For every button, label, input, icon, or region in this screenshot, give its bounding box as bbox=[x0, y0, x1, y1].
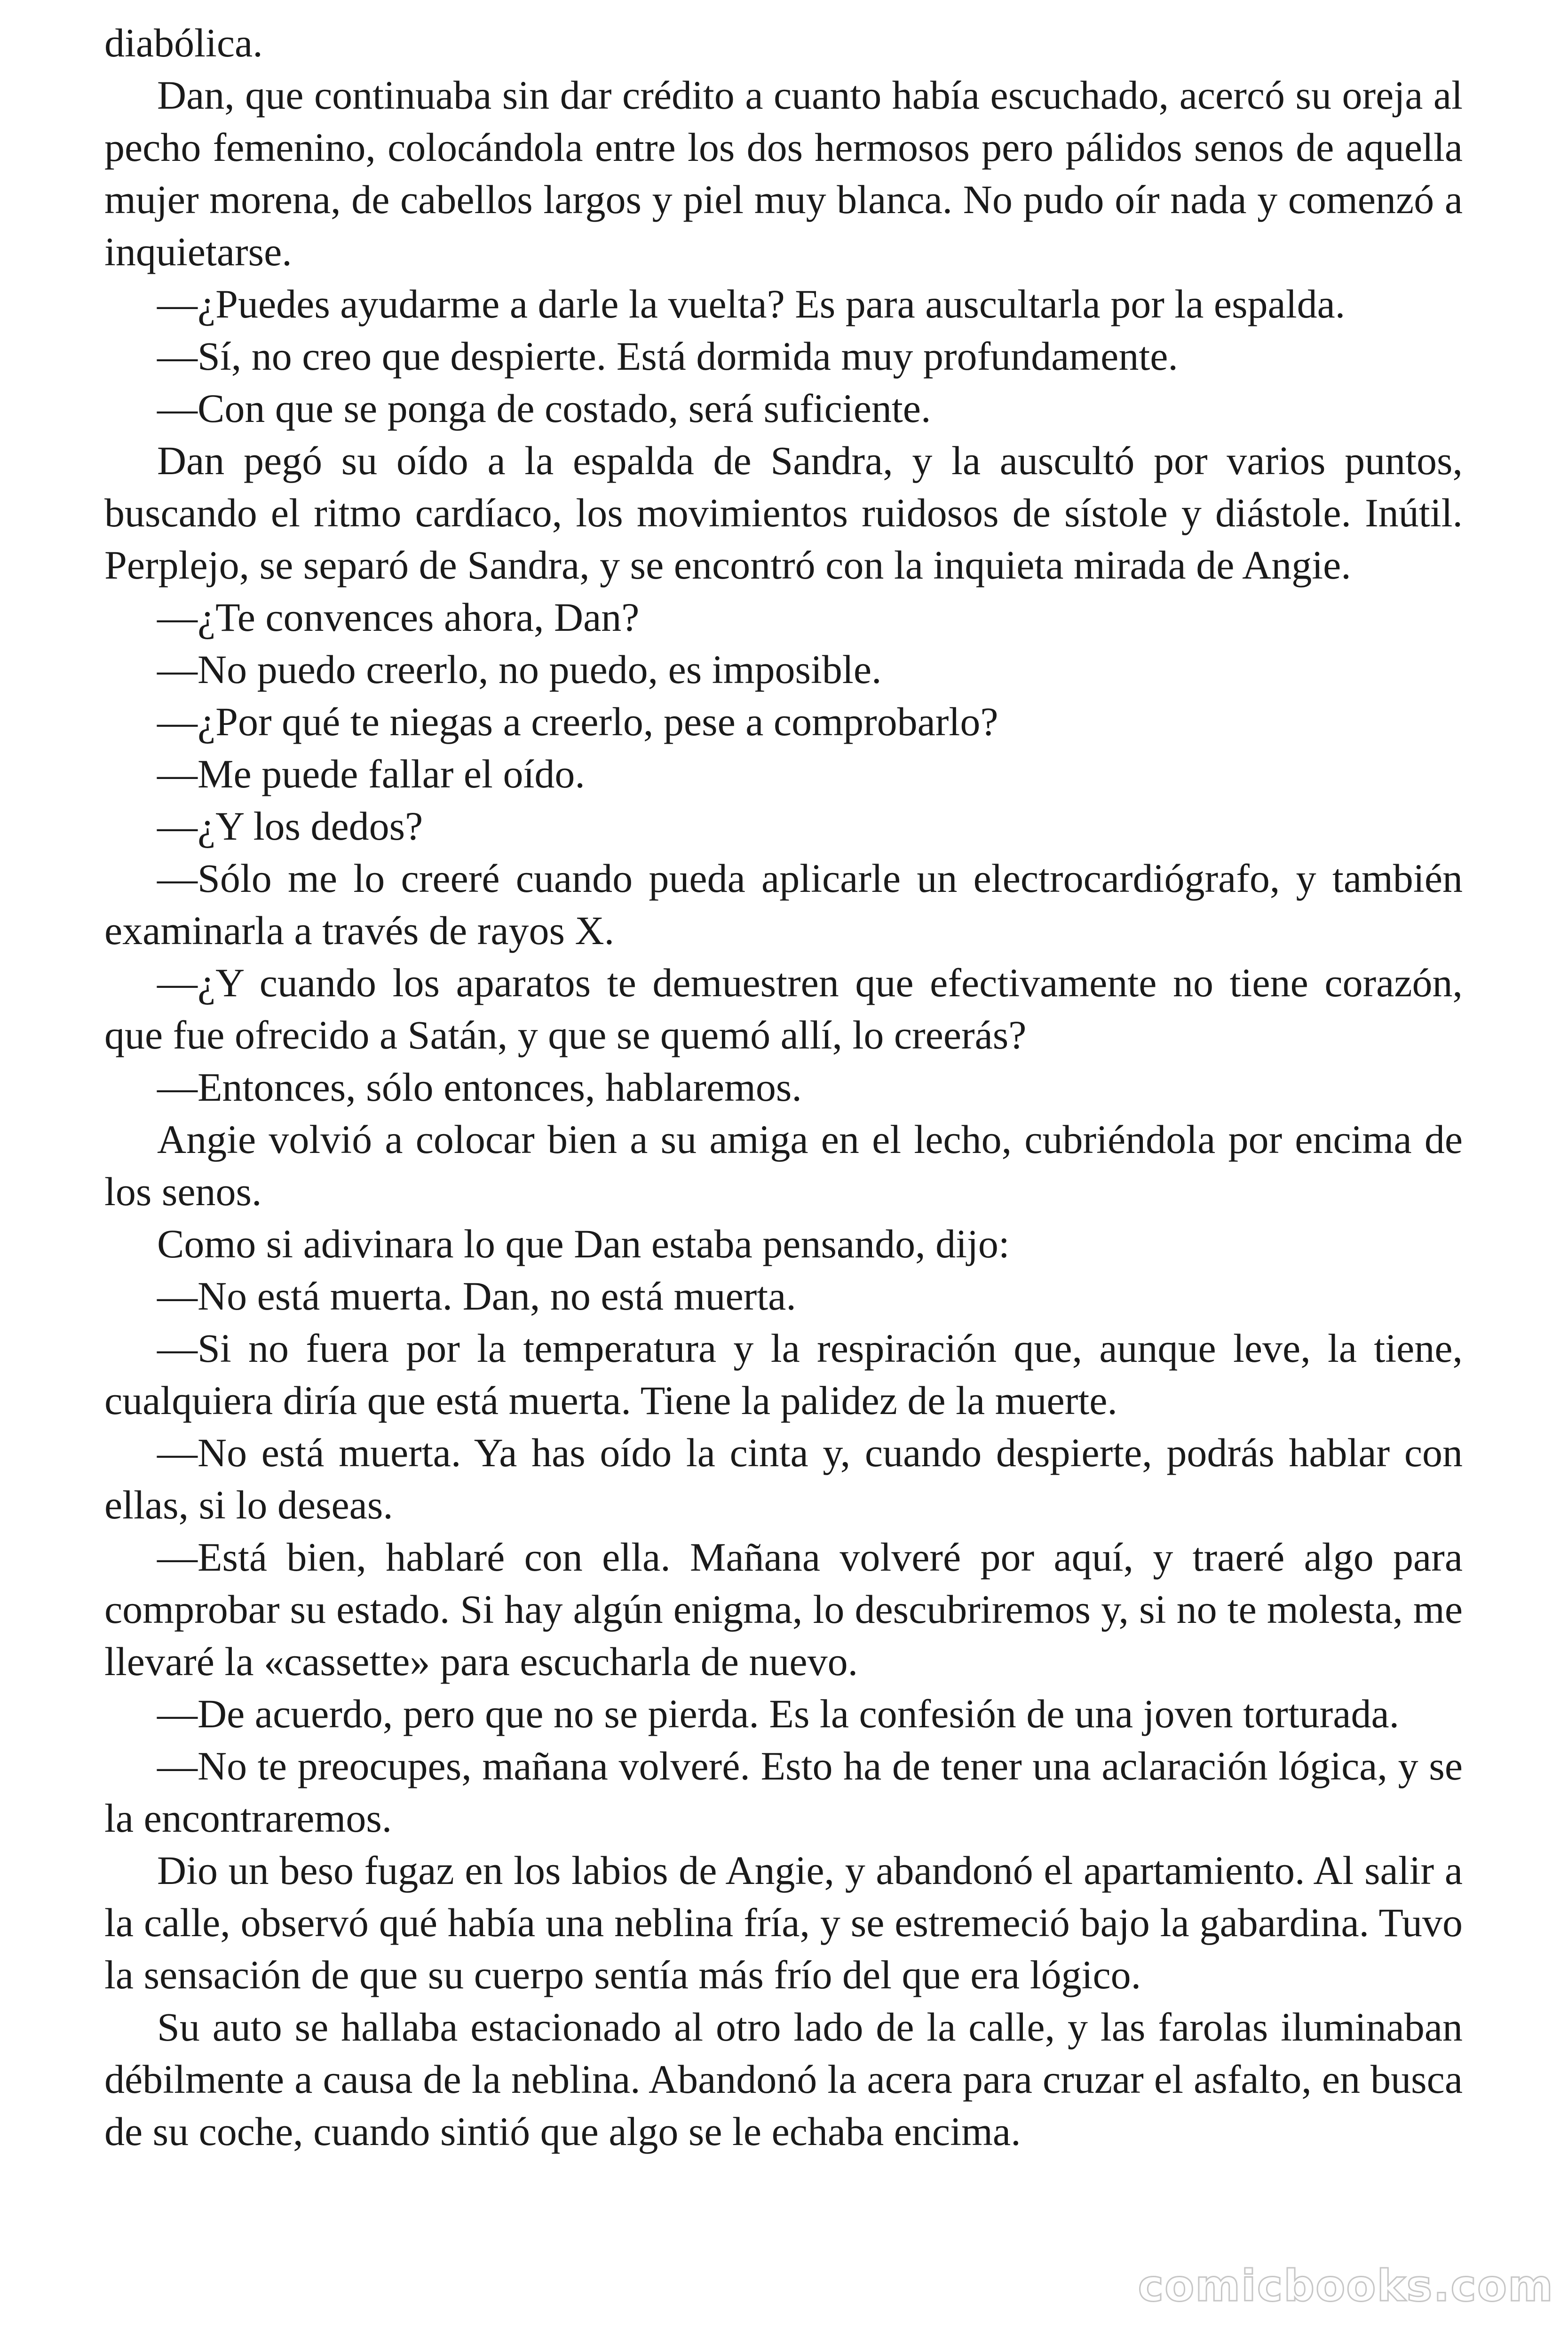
paragraph: —Sí, no creo que despierte. Está dormida muy profundamente. bbox=[157, 334, 1178, 379]
paragraph: —No está muerta. Ya has oído la cinta y, cuando despierte, podrás hablar con ellas, si lo deseas. bbox=[104, 1430, 1463, 1527]
paragraph: Su auto se hallaba estacionado al otro lado de la calle, y las farolas iluminaban débilmente a causa de la neblina. Abandonó la acera para cruzar el asfalto, en busca de su coche, cuando sintió que algo se le echaba encima. bbox=[104, 2004, 1463, 2154]
paragraph: —¿Puedes ayudarme a darle la vuelta? Es para auscultarla por la espalda. bbox=[157, 281, 1346, 326]
paragraph: —No te preocupes, mañana volveré. Esto ha de tener una aclaración lógica, y se la encontraremos. bbox=[104, 1743, 1463, 1841]
paragraph: —¿Y cuando los aparatos te demuestren que efectivamente no tiene corazón, que fue ofrecido a Satán, y que se quemó allí, lo creerás? bbox=[104, 960, 1463, 1057]
paragraph: —No puedo creerlo, no puedo, es imposible. bbox=[157, 647, 882, 692]
paragraph: —No está muerta. Dan, no está muerta. bbox=[157, 1273, 796, 1319]
paragraph: —Entonces, sólo entonces, hablaremos. bbox=[157, 1065, 802, 1110]
paragraph: —¿Te convences ahora, Dan? bbox=[157, 595, 640, 640]
paragraph: Dan, que continuaba sin dar crédito a cuanto había escuchado, acercó su oreja al pecho femenino, colocándola entre los dos hermosos pero pálidos senos de aquella mujer morena, de cabellos largos y piel muy blanca. No pudo oír nada y comenzó a inquietarse. bbox=[104, 72, 1463, 274]
paragraph: —Sólo me lo creeré cuando pueda aplicarle un electrocardiógrafo, y también examinarla a través de rayos X. bbox=[104, 856, 1463, 953]
paragraph: —De acuerdo, pero que no se pierda. Es la confesión de una joven torturada. bbox=[157, 1691, 1400, 1736]
paragraph: —Con que se ponga de costado, será suficiente. bbox=[157, 386, 931, 431]
paragraph: Como si adivinara lo que Dan estaba pensando, dijo: bbox=[157, 1221, 1010, 1266]
paragraph: Dan pegó su oído a la espalda de Sandra, y la auscultó por varios puntos, buscando el ritmo cardíaco, los movimientos ruidosos de sístole y diástole. Inútil. Perplejo, se separó de Sandra, y se encontró con la inquieta mirada de Angie. bbox=[104, 438, 1463, 588]
paragraph: —Me puede fallar el oído. bbox=[157, 751, 585, 796]
paragraph: —¿Por qué te niegas a creerlo, pese a comprobarlo? bbox=[157, 699, 998, 744]
paragraph: —Está bien, hablaré con ella. Mañana volveré por aquí, y traeré algo para comprobar su estado. Si hay algún enigma, lo descubriremos y, si no te molesta, me llevaré la «cassette» para escucharla de nuevo. bbox=[104, 1534, 1463, 1684]
paragraph: Dio un beso fugaz en los labios de Angie, y abandonó el apartamiento. Al salir a la calle, observó qué había una neblina fría, y se estremeció bajo la gabardina. Tuvo la sensación de que su cuerpo sentía más frío del que era lógico. bbox=[104, 1848, 1463, 1997]
page-body bbox=[104, 17, 1463, 2158]
watermark: comicbooks.com bbox=[1138, 2261, 1554, 2311]
paragraph: —Si no fuera por la temperatura y la respiración que, aunque leve, la tiene, cualquiera diría que está muerta. Tiene la palidez de la muerte. bbox=[104, 1326, 1463, 1423]
paragraph: —¿Y los dedos? bbox=[157, 803, 423, 849]
paragraph: Angie volvió a colocar bien a su amiga en el lecho, cubriéndola por encima de los senos. bbox=[104, 1117, 1463, 1214]
paragraph: diabólica. bbox=[104, 20, 263, 65]
